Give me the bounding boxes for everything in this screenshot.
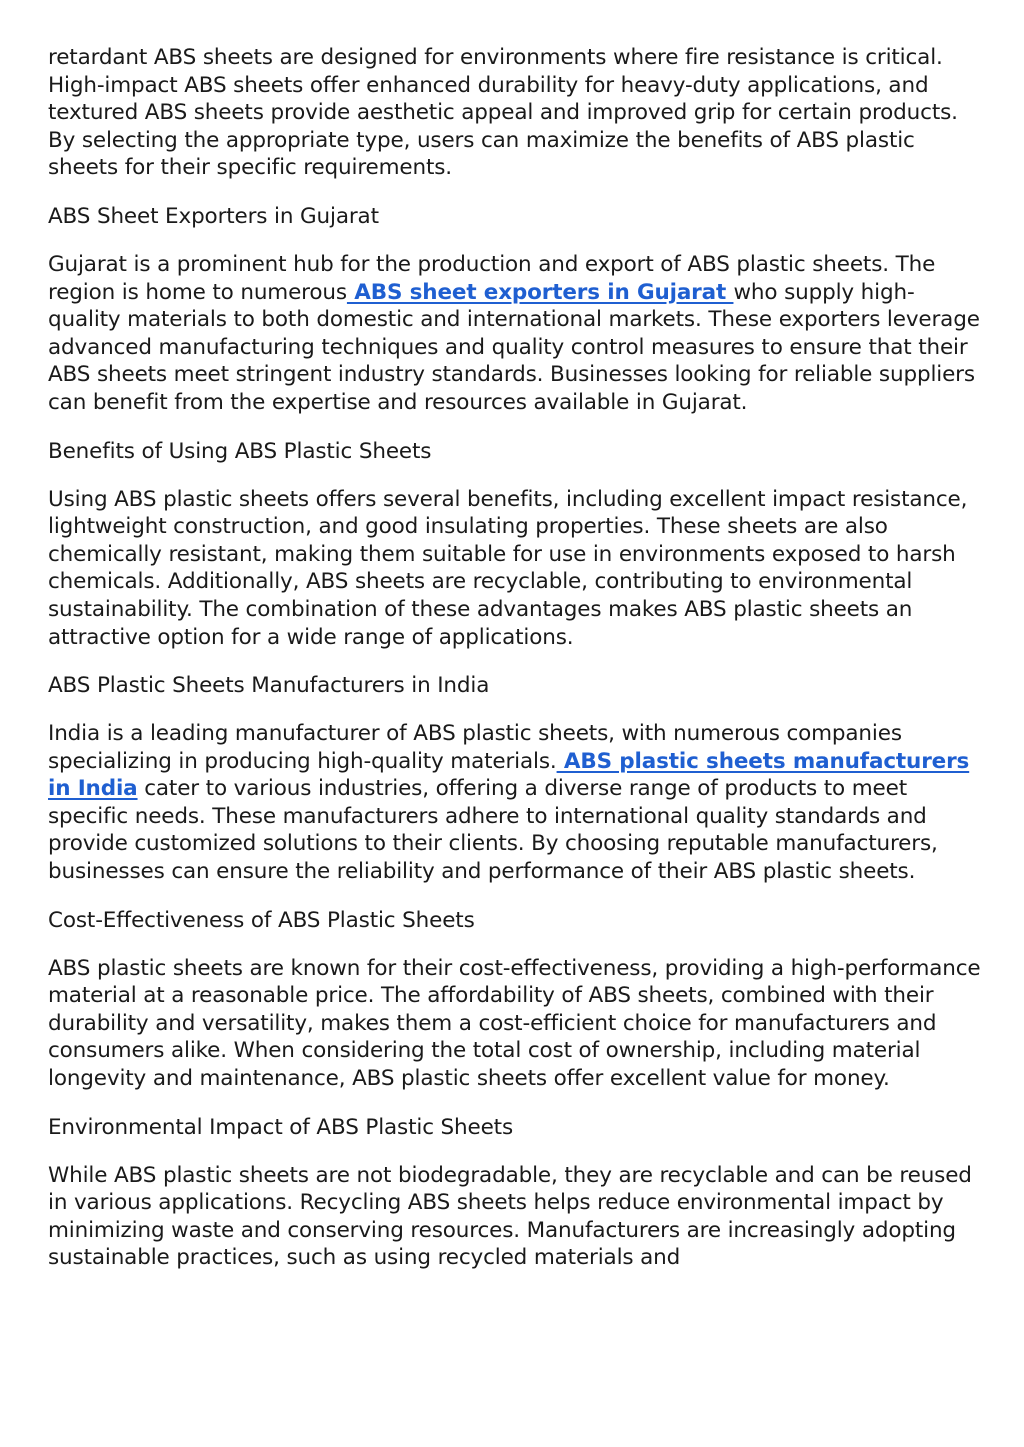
cost-paragraph: ABS plastic sheets are known for their cost-effectiveness, providing a high-performance material at a reasonable price. The affordability of ABS sheets, combined with their durability and versatility, makes them a cost-efficient choice for manufacturers and consumers alike. When considering the total cost of ownership, including material longevity and maintenance, ABS plastic sheets offer excellent value for money. bbox=[48, 955, 981, 1092]
manufacturers-text-before: India is a leading manufacturer of ABS plastic sheets, with numerous companies specializing in producing high-quality materials. bbox=[48, 721, 902, 774]
heading-environmental-impact: Environmental Impact of ABS Plastic Sheets bbox=[48, 1114, 514, 1140]
intro-paragraph: retardant ABS sheets are designed for environments where fire resistance is critical. High-impact ABS sheets offer enhanced durability for heavy-duty applications, and textured ABS sheets provide aesthetic appeal and improved grip for certain products. By selecting the appropriate type, users can maximize the benefits of ABS plastic sheets for their specific requirements. bbox=[48, 45, 958, 181]
heading-exporters-gujarat: ABS Sheet Exporters in Gujarat bbox=[48, 203, 379, 229]
exporters-text-before: Gujarat is a prominent hub for the production and export of ABS plastic sheets. The region is home to numerous bbox=[48, 251, 936, 305]
link-abs-sheet-exporters-gujarat[interactable]: ABS sheet exporters in Gujarat bbox=[346, 279, 734, 305]
environmental-paragraph: While ABS plastic sheets are not biodegradable, they are recyclable and can be reused in various applications. Recycling ABS sheets helps reduce environmental impact by minimizing waste and conserving resources. Manufacturers are increasingly adopting sustainable practices, such as using recycled materials and bbox=[48, 1162, 972, 1271]
exporters-paragraph bbox=[48, 251, 984, 417]
link-abs-plastic-sheets-manufacturers-india[interactable]: ABS plastic sheets manufacturers in India bbox=[48, 748, 970, 802]
manufacturers-paragraph bbox=[48, 720, 984, 886]
heading-cost-effectiveness: Cost-Effectiveness of ABS Plastic Sheets bbox=[48, 907, 475, 933]
benefits-paragraph: Using ABS plastic sheets offers several benefits, including excellent impact resistance, lightweight construction, and good insulating properties. These sheets are also chemically resistant, making them suitable for use in environments exposed to harsh chemicals. Additionally, ABS sheets are recyclable, contributing to environmental sustainability. The combination of these advantages makes ABS plastic sheets an attractive option for a wide range of applications. bbox=[48, 486, 968, 650]
heading-manufacturers-india: ABS Plastic Sheets Manufacturers in India bbox=[48, 673, 490, 699]
exporters-text-after: who supply high-quality materials to both domestic and international markets. These exporters leverage advanced manufacturing techniques and quality control measures to ensure that their ABS sheets meet stringent industry standards. Businesses looking for reliable suppliers can benefit from the expertise and resources available in Gujarat. bbox=[48, 279, 980, 415]
heading-benefits: Benefits of Using ABS Plastic Sheets bbox=[48, 438, 432, 464]
manufacturers-text-after: cater to various industries, offering a diverse range of products to meet specific needs. These manufacturers adhere to international quality standards and provide customized solutions to their clients. By choosing reputable manufacturers, businesses can ensure the reliability and performance of their ABS plastic sheets. bbox=[48, 776, 938, 885]
